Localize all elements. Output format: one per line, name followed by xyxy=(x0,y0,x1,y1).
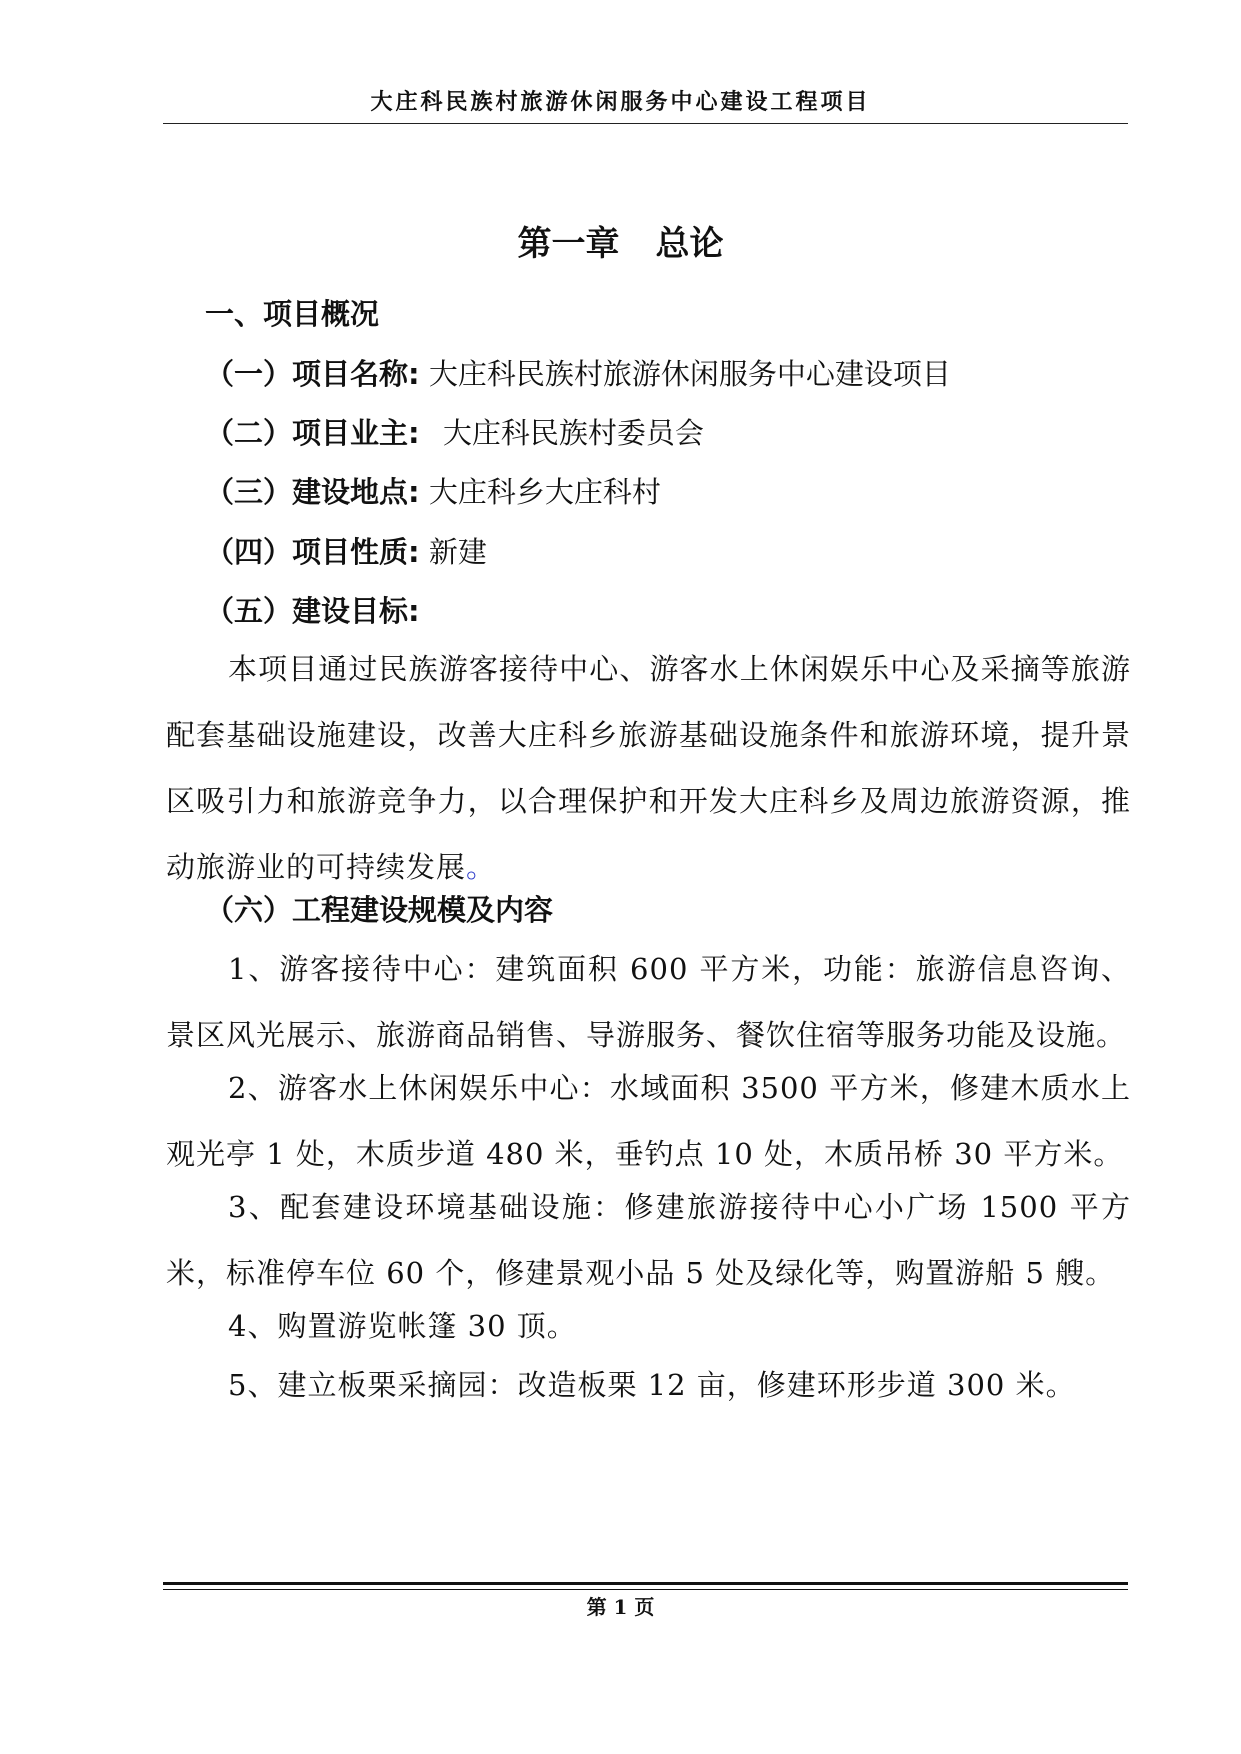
footer-divider-thick xyxy=(163,1582,1128,1585)
site-label: （三）建设地点: xyxy=(205,475,420,509)
project-name-value: 大庄科民族村旅游休闲服务中心建设项目 xyxy=(428,357,951,391)
goal-period: 。 xyxy=(466,850,497,884)
project-owner-value: 大庄科民族村委员会 xyxy=(442,416,704,450)
site-row xyxy=(205,472,661,512)
goal-paragraph xyxy=(166,636,1131,900)
running-header-title: 大庄科民族村旅游休闲服务中心建设工程项目 xyxy=(370,89,871,115)
site-value: 大庄科乡大庄科村 xyxy=(428,475,661,509)
project-name-row xyxy=(205,354,951,394)
header-divider xyxy=(163,123,1128,124)
scale-item-4: 4、购置游览帐篷 30 顶。 xyxy=(228,1309,577,1343)
chapter-title xyxy=(0,222,1241,266)
goal-text: 本项目通过民族游客接待中心、游客水上休闲娱乐中心及采摘等旅游配套基础设施建设，改善大庄科乡旅游基础设施条件和旅游环境，提升景区吸引力和旅游竞争力，以合理保护和开发大庄科乡及周边旅游资源，推动旅游业的可持续发展 xyxy=(166,652,1131,884)
scale-item-1: 1、游客接待中心：建筑面积 600 平方米，功能：旅游信息咨询、景区风光展示、旅游商品销售、导游服务、餐饮住宿等服务功能及设施。 xyxy=(166,952,1131,1052)
project-owner-row xyxy=(205,413,704,453)
project-owner-label: （二）项目业主: xyxy=(205,416,420,450)
nature-label: （四）项目性质: xyxy=(205,535,420,569)
chapter-number: 第一章 xyxy=(517,224,620,264)
scale-item-5: 5、建立板栗采摘园：改造板栗 12 亩，修建环形步道 300 米。 xyxy=(228,1368,1076,1402)
project-name-label: （一）项目名称: xyxy=(205,357,420,391)
goal-row xyxy=(205,591,420,631)
page-number: 第 1 页 xyxy=(586,1595,655,1619)
goal-label: （五）建设目标: xyxy=(205,594,420,628)
scale-heading: （六）工程建设规模及内容 xyxy=(205,893,554,927)
nature-value: 新建 xyxy=(428,535,487,569)
scale-item-2: 2、游客水上休闲娱乐中心：水域面积 3500 平方米，修建木质水上观光亭 1 处，木质步道 480 米，垂钓点 10 处，木质吊桥 30 平方米。 xyxy=(166,1071,1131,1171)
section-heading: 一、项目概况 xyxy=(205,297,380,331)
scale-item-3: 3、配套建设环境基础设施：修建旅游接待中心小广场 1500 平方米，标准停车位 60 个，修建景观小品 5 处及绿化等，购置游船 5 艘。 xyxy=(166,1190,1131,1290)
chapter-name: 总论 xyxy=(655,224,724,264)
footer-divider-thin xyxy=(163,1589,1128,1590)
nature-row xyxy=(205,532,487,572)
